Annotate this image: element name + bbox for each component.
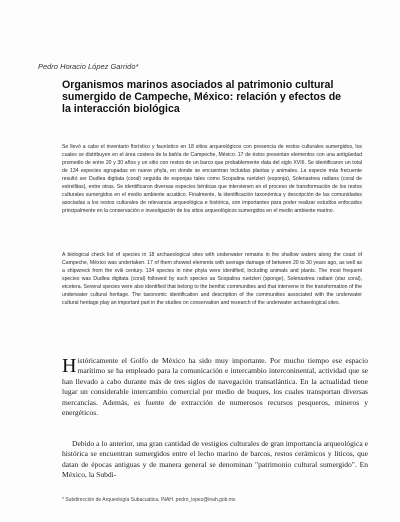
abstract-english: A biological check list of species in 18 archaeological sites with underwater remains in the shallow waters along the coast of Campeche, México was undertaken. 17 of them showed elements with average damage of between 20 to 30 years ago, as well as a shipwreck from the xviii century. 134 species in nine phyla were identified, including animals and plants. The most frequent species was Dudlea digitata (coral) followed by such species as Scopalina ruetzleri (sponge), Solenastrea radiant (star coral), etcetera. Several species were also identified that belong to the benthic communities and that intervene in the transformation of the underwater cultural heritage. The taxonomic identification and description of the communities associated with the underwater cultural heritage play an important part in the studies on conservation and research of the underwater archaeological sites.: [62, 252, 362, 306]
body-paragraph-2: Debido a lo anterior, una gran cantidad de vestigios culturales de gran importancia arqueológica e histórica se encuentran sumergidos entre el lecho marino de barcos, restos cerámicos y líticos, que datan de épocas antiguas y de manera general se denominan "patrimonio cultural sumergido". En México, la Subdi-: [62, 439, 368, 480]
body-paragraph-1: [62, 356, 368, 418]
abstract-spanish: Se llevó a cabo el inventario florístico y faunístico en 18 sitios arqueológicos con presencia de restos culturales sumergidos, los cuales se distribuyen en el área costera de la bahía de Campeche, México. 17 de éstos presentan elementos con una antigüedad promedio de entre 20 y 30 años y un sitio con restos de un barco que probablemente data del siglo XVIII. Se identificaron un total de 134 especies agrupadas en nueve phyla, en donde se encuentran incluidas plantas y animales. La especie más frecuente resultó ser Dudlea digitata (coral) seguida de esponjas tales como Scopalina ruetzleri (esponja), Solenastrea radians (coral de estrellitas), entre otras. Se identificaron diversas especies bénticas que intervienen en el proceso de transformación de los restos culturales sumergidos en el medio ambiente acuático. Finalmente, la identificación taxonómica y descripción de las comunidades asociadas a los restos culturales de relevancia arqueológica e histórica, son importantes para poder realizar estudios enfocados principalmente en la conservación e investigación de los sitios arqueológicos sumergidos en el medio ambiente marino.: [62, 144, 362, 214]
footnote: * Subdirección de Arqueología Subacuática, INAH. pedro_lopez@inah.gob.mx: [62, 497, 236, 503]
author-name: Pedro Horacio López Garrido*: [38, 62, 139, 71]
drop-cap: H: [62, 355, 77, 377]
article-title: Organismos marinos asociados al patrimonio cultural sumergido de Campeche, México: relación y efectos de la interacción biológica: [62, 79, 342, 115]
body-paragraph-1-text: istóricamente el Golfo de México ha sido muy importante. Por mucho tiempo ese espacio marítimo se ha empleado para la comunicación e intercambio interconinental, actividad que se han llevado a cabo durante más de tres siglos de navegación transatlántica. En la actualidad tiene lugar un considerable intercambio comercial por medio de buques, los cuales transportan diversas mercancías. Además, es fuente de extracción de numerosos recursos pesqueros, mineros y energéticos.: [62, 356, 368, 418]
